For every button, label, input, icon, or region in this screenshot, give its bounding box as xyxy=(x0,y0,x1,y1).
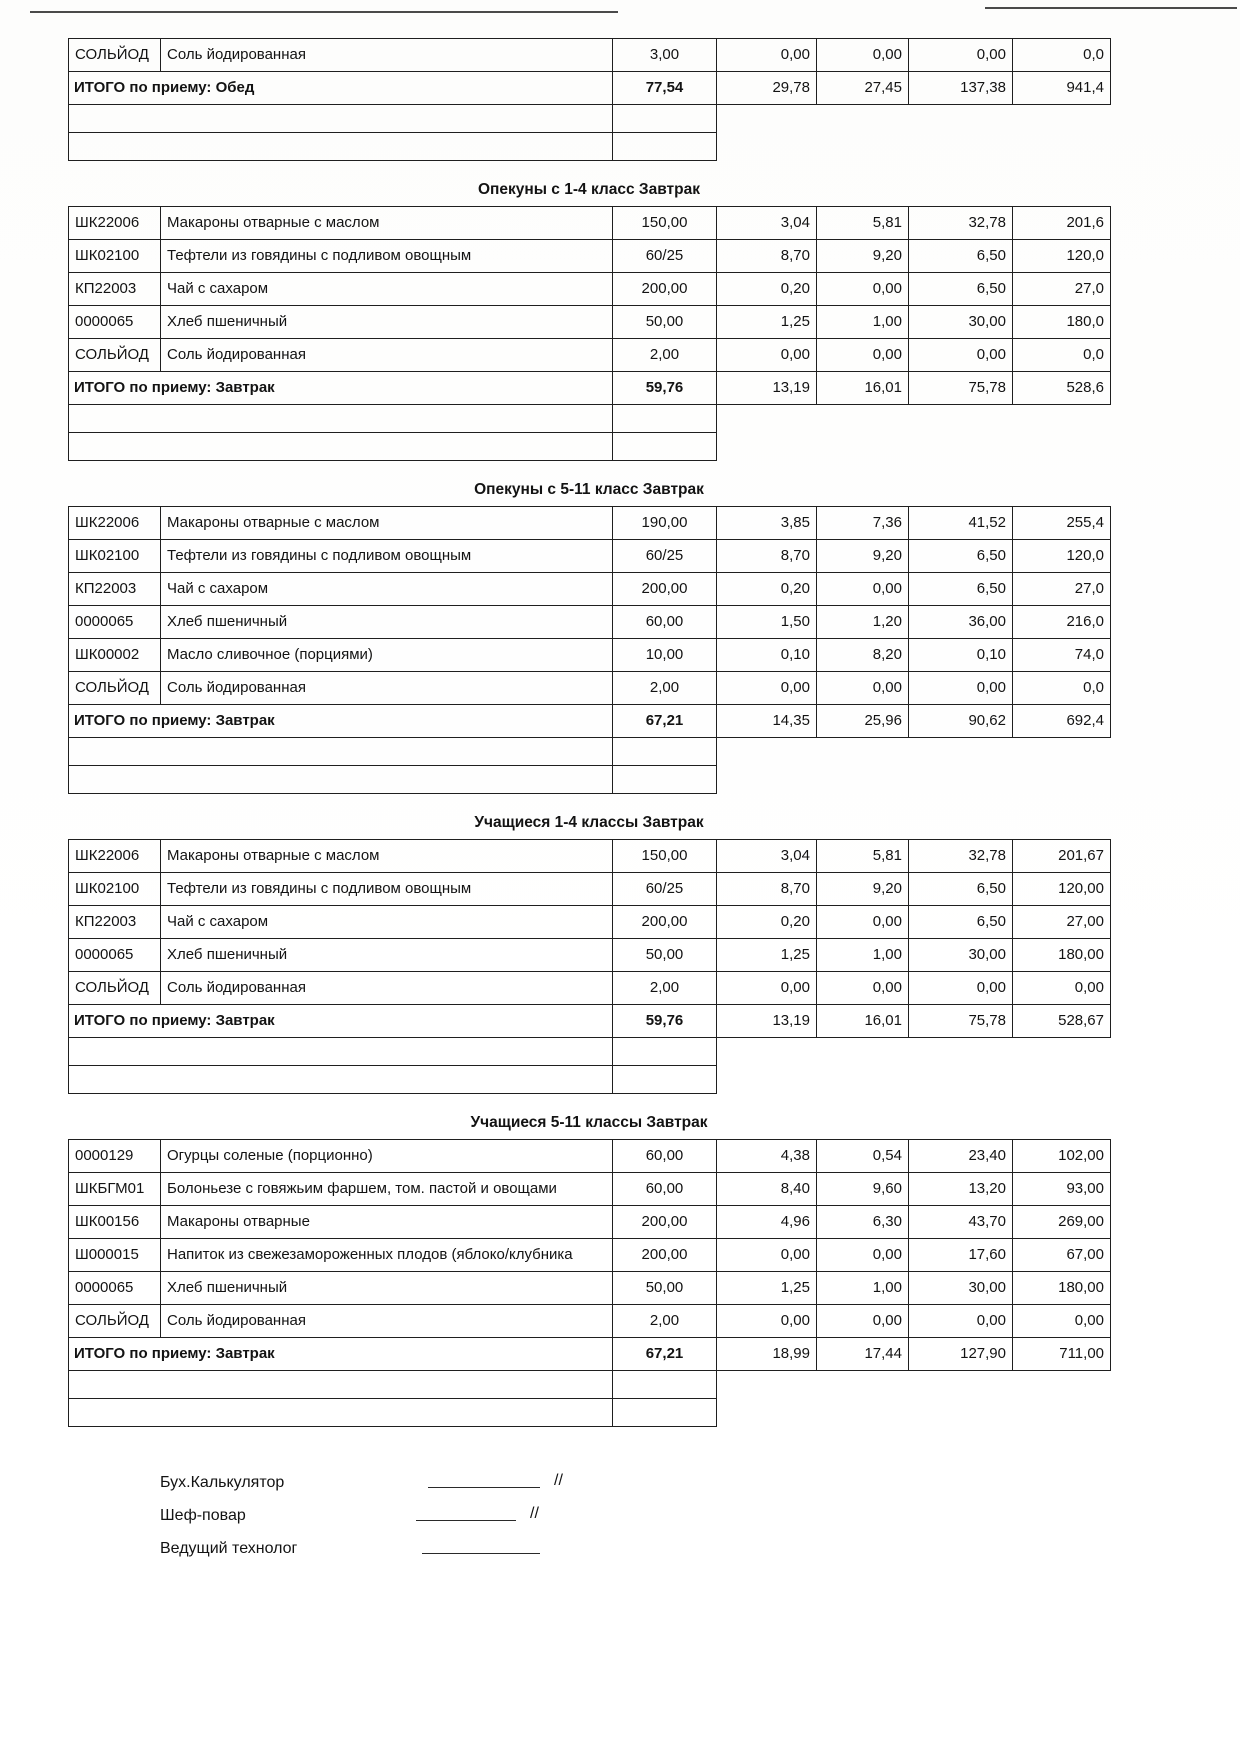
value-cell: 7,36 xyxy=(817,507,909,540)
value-cell: 5,81 xyxy=(817,840,909,873)
total-value-cell: 18,99 xyxy=(717,1338,817,1371)
value-cell: 1,25 xyxy=(717,306,817,339)
value-cell: 1,20 xyxy=(817,606,909,639)
total-quantity-cell: 67,21 xyxy=(613,705,717,738)
empty-quantity-cell xyxy=(613,105,717,133)
table-row xyxy=(69,1173,1111,1206)
table-row xyxy=(69,1206,1111,1239)
empty-name-cell xyxy=(69,433,613,461)
quantity-cell: 150,00 xyxy=(613,840,717,873)
menu-section-table xyxy=(68,38,1111,161)
total-quantity-cell: 59,76 xyxy=(613,372,717,405)
value-cell: 0,00 xyxy=(817,273,909,306)
item-name-cell: Чай с сахаром xyxy=(161,273,613,306)
item-code-cell: Ш000015 xyxy=(69,1239,161,1272)
empty-row xyxy=(69,1066,1111,1094)
value-cell: 0,00 xyxy=(717,1305,817,1338)
total-value-cell: 25,96 xyxy=(817,705,909,738)
item-name-cell: Макароны отварные с маслом xyxy=(161,207,613,240)
value-cell: 9,20 xyxy=(817,540,909,573)
quantity-cell: 60,00 xyxy=(613,1173,717,1206)
total-label-cell: ИТОГО по приему: Завтрак xyxy=(69,705,613,738)
quantity-cell: 200,00 xyxy=(613,573,717,606)
item-name-cell: Хлеб пшеничный xyxy=(161,606,613,639)
item-code-cell: 0000065 xyxy=(69,1272,161,1305)
quantity-cell: 60,00 xyxy=(613,606,717,639)
value-cell: 30,00 xyxy=(909,306,1013,339)
empty-name-cell xyxy=(69,405,613,433)
value-cell: 0,20 xyxy=(717,573,817,606)
value-cell: 0,00 xyxy=(717,1239,817,1272)
item-name-cell: Огурцы соленые (порционно) xyxy=(161,1140,613,1173)
value-cell: 1,25 xyxy=(717,939,817,972)
total-value-cell: 13,19 xyxy=(717,372,817,405)
item-code-cell: 0000065 xyxy=(69,606,161,639)
quantity-cell: 60/25 xyxy=(613,540,717,573)
total-value-cell: 16,01 xyxy=(817,1005,909,1038)
value-cell-clipped: 120,00 xyxy=(1013,873,1111,906)
value-cell: 41,52 xyxy=(909,507,1013,540)
item-code-cell: 0000129 xyxy=(69,1140,161,1173)
value-cell-clipped: 269,00 xyxy=(1013,1206,1111,1239)
item-name-cell: Макароны отварные xyxy=(161,1206,613,1239)
section-title: Опекуны с 1-4 класс Завтрак xyxy=(477,181,700,198)
quantity-cell: 50,00 xyxy=(613,939,717,972)
total-value-cell: 90,62 xyxy=(909,705,1013,738)
value-cell-clipped: 180,0 xyxy=(1013,306,1111,339)
total-quantity-cell: 67,21 xyxy=(613,1338,717,1371)
empty-row xyxy=(69,433,1111,461)
quantity-cell: 2,00 xyxy=(613,972,717,1005)
value-cell: 6,50 xyxy=(909,240,1013,273)
table-row xyxy=(69,273,1111,306)
value-cell: 9,20 xyxy=(817,240,909,273)
value-cell: 36,00 xyxy=(909,606,1013,639)
value-cell: 32,78 xyxy=(909,207,1013,240)
item-name-cell: Хлеб пшеничный xyxy=(161,1272,613,1305)
total-value-cell-clipped: 528,6 xyxy=(1013,372,1111,405)
value-cell: 1,25 xyxy=(717,1272,817,1305)
empty-quantity-cell xyxy=(613,1399,717,1427)
empty-quantity-cell xyxy=(613,766,717,794)
value-cell: 8,20 xyxy=(817,639,909,672)
section-title: Опекуны с 5-11 класс Завтрак xyxy=(474,481,704,498)
value-cell: 0,00 xyxy=(817,1239,909,1272)
value-cell: 30,00 xyxy=(909,939,1013,972)
value-cell: 0,00 xyxy=(717,339,817,372)
item-code-cell: КП22003 xyxy=(69,906,161,939)
table-row xyxy=(69,873,1111,906)
value-cell-clipped: 120,0 xyxy=(1013,240,1111,273)
value-cell: 6,50 xyxy=(909,540,1013,573)
total-label-cell: ИТОГО по приему: Завтрак xyxy=(69,372,613,405)
value-cell: 6,30 xyxy=(817,1206,909,1239)
quantity-cell: 60/25 xyxy=(613,873,717,906)
table-row xyxy=(69,39,1111,72)
value-cell-clipped: 0,0 xyxy=(1013,39,1111,72)
table-row xyxy=(69,339,1111,372)
value-cell: 1,00 xyxy=(817,939,909,972)
item-code-cell: ШК22006 xyxy=(69,207,161,240)
item-code-cell: ШК22006 xyxy=(69,840,161,873)
value-cell: 4,38 xyxy=(717,1140,817,1173)
value-cell: 0,20 xyxy=(717,906,817,939)
value-cell-clipped: 180,00 xyxy=(1013,1272,1111,1305)
signature-label: Ведущий технолог xyxy=(160,1540,298,1557)
quantity-cell: 200,00 xyxy=(613,1206,717,1239)
value-cell: 0,54 xyxy=(817,1140,909,1173)
value-cell: 17,60 xyxy=(909,1239,1013,1272)
total-value-cell: 16,01 xyxy=(817,372,909,405)
signature-line xyxy=(422,1552,540,1554)
section-title: Учащиеся 5-11 классы Завтрак xyxy=(470,1114,708,1131)
table-row xyxy=(69,507,1111,540)
item-code-cell: СОЛЬЙОД xyxy=(69,972,161,1005)
table-row xyxy=(69,972,1111,1005)
value-cell: 0,00 xyxy=(817,906,909,939)
value-cell: 0,00 xyxy=(817,1305,909,1338)
table-row xyxy=(69,639,1111,672)
signature-label: Бух.Калькулятор xyxy=(160,1474,285,1491)
empty-row xyxy=(69,1038,1111,1066)
document-content xyxy=(68,38,1128,1558)
value-cell-clipped: 201,67 xyxy=(1013,840,1111,873)
table-row xyxy=(69,240,1111,273)
value-cell: 0,10 xyxy=(909,639,1013,672)
total-value-cell: 75,78 xyxy=(909,372,1013,405)
total-value-cell: 29,78 xyxy=(717,72,817,105)
quantity-cell: 2,00 xyxy=(613,339,717,372)
table-row xyxy=(69,207,1111,240)
item-code-cell: ШК00002 xyxy=(69,639,161,672)
item-name-cell: Напиток из свежезамороженных плодов (яблоко/клубника xyxy=(161,1239,613,1272)
quantity-cell: 190,00 xyxy=(613,507,717,540)
item-name-cell: Соль йодированная xyxy=(161,339,613,372)
signature-row-technologist xyxy=(160,1525,1128,1558)
value-cell-clipped: 93,00 xyxy=(1013,1173,1111,1206)
empty-row xyxy=(69,766,1111,794)
item-name-cell: Тефтели из говядины с подливом овощным xyxy=(161,240,613,273)
section-title: Учащиеся 1-4 классы Завтрак xyxy=(474,814,704,831)
table-row xyxy=(69,1140,1111,1173)
empty-name-cell xyxy=(69,738,613,766)
value-cell-clipped: 0,00 xyxy=(1013,1305,1111,1338)
value-cell: 30,00 xyxy=(909,1272,1013,1305)
total-label-cell: ИТОГО по приему: Обед xyxy=(69,72,613,105)
quantity-cell: 3,00 xyxy=(613,39,717,72)
value-cell-clipped: 216,0 xyxy=(1013,606,1111,639)
value-cell-clipped: 27,0 xyxy=(1013,273,1111,306)
value-cell: 9,20 xyxy=(817,873,909,906)
total-row xyxy=(69,1338,1111,1371)
item-code-cell: ШК22006 xyxy=(69,507,161,540)
item-name-cell: Чай с сахаром xyxy=(161,573,613,606)
value-cell: 9,60 xyxy=(817,1173,909,1206)
signature-block xyxy=(160,1459,1128,1558)
empty-row xyxy=(69,1371,1111,1399)
total-label-cell: ИТОГО по приему: Завтрак xyxy=(69,1005,613,1038)
value-cell: 0,20 xyxy=(717,273,817,306)
menu-section-table xyxy=(68,206,1111,461)
tables-host xyxy=(68,38,1128,1427)
item-name-cell: Хлеб пшеничный xyxy=(161,306,613,339)
empty-quantity-cell xyxy=(613,1038,717,1066)
value-cell: 1,00 xyxy=(817,1272,909,1305)
total-value-cell: 27,45 xyxy=(817,72,909,105)
value-cell-clipped: 0,00 xyxy=(1013,972,1111,1005)
quantity-cell: 60,00 xyxy=(613,1140,717,1173)
total-quantity-cell: 59,76 xyxy=(613,1005,717,1038)
quantity-cell: 200,00 xyxy=(613,273,717,306)
value-cell: 0,00 xyxy=(717,972,817,1005)
item-code-cell: СОЛЬЙОД xyxy=(69,39,161,72)
total-value-cell: 127,90 xyxy=(909,1338,1013,1371)
empty-quantity-cell xyxy=(613,1371,717,1399)
value-cell-clipped: 27,0 xyxy=(1013,573,1111,606)
table-row xyxy=(69,840,1111,873)
value-cell: 0,00 xyxy=(717,672,817,705)
total-row xyxy=(69,1005,1111,1038)
empty-row xyxy=(69,105,1111,133)
value-cell: 3,04 xyxy=(717,207,817,240)
signature-row-chef xyxy=(160,1492,1128,1525)
total-value-cell-clipped: 711,00 xyxy=(1013,1338,1111,1371)
value-cell: 0,00 xyxy=(817,39,909,72)
signature-line xyxy=(416,1519,516,1521)
total-value-cell-clipped: 528,67 xyxy=(1013,1005,1111,1038)
total-value-cell-clipped: 941,4 xyxy=(1013,72,1111,105)
value-cell-clipped: 201,6 xyxy=(1013,207,1111,240)
value-cell: 0,00 xyxy=(817,573,909,606)
quantity-cell: 150,00 xyxy=(613,207,717,240)
value-cell-clipped: 120,0 xyxy=(1013,540,1111,573)
signature-mark: // xyxy=(554,1472,563,1489)
item-code-cell: ШК02100 xyxy=(69,540,161,573)
total-row xyxy=(69,72,1111,105)
value-cell: 8,70 xyxy=(717,240,817,273)
total-value-cell: 17,44 xyxy=(817,1338,909,1371)
empty-row xyxy=(69,1399,1111,1427)
value-cell-clipped: 180,00 xyxy=(1013,939,1111,972)
signature-label: Шеф-повар xyxy=(160,1507,246,1524)
table-row xyxy=(69,1305,1111,1338)
quantity-cell: 60/25 xyxy=(613,240,717,273)
value-cell: 8,40 xyxy=(717,1173,817,1206)
item-name-cell: Тефтели из говядины с подливом овощным xyxy=(161,540,613,573)
item-code-cell: ШКБГМ01 xyxy=(69,1173,161,1206)
value-cell: 0,00 xyxy=(909,972,1013,1005)
item-code-cell: 0000065 xyxy=(69,939,161,972)
table-row xyxy=(69,306,1111,339)
item-name-cell: Соль йодированная xyxy=(161,1305,613,1338)
total-label-cell: ИТОГО по приему: Завтрак xyxy=(69,1338,613,1371)
value-cell-clipped: 102,00 xyxy=(1013,1140,1111,1173)
item-code-cell: ШК02100 xyxy=(69,873,161,906)
item-name-cell: Масло сливочное (порциями) xyxy=(161,639,613,672)
value-cell-clipped: 67,00 xyxy=(1013,1239,1111,1272)
signature-row-accountant xyxy=(160,1459,1128,1492)
quantity-cell: 50,00 xyxy=(613,1272,717,1305)
empty-row xyxy=(69,738,1111,766)
quantity-cell: 50,00 xyxy=(613,306,717,339)
quantity-cell: 2,00 xyxy=(613,672,717,705)
value-cell: 6,50 xyxy=(909,273,1013,306)
quantity-cell: 200,00 xyxy=(613,906,717,939)
value-cell: 0,00 xyxy=(909,1305,1013,1338)
total-value-cell: 14,35 xyxy=(717,705,817,738)
total-quantity-cell: 77,54 xyxy=(613,72,717,105)
table-row xyxy=(69,1239,1111,1272)
menu-section-table xyxy=(68,1139,1111,1427)
value-cell: 0,00 xyxy=(817,672,909,705)
empty-name-cell xyxy=(69,1038,613,1066)
table-row xyxy=(69,906,1111,939)
total-row xyxy=(69,705,1111,738)
empty-name-cell xyxy=(69,1066,613,1094)
table-row xyxy=(69,672,1111,705)
empty-name-cell xyxy=(69,766,613,794)
empty-name-cell xyxy=(69,1399,613,1427)
quantity-cell: 200,00 xyxy=(613,1239,717,1272)
quantity-cell: 2,00 xyxy=(613,1305,717,1338)
table-row xyxy=(69,540,1111,573)
value-cell: 0,00 xyxy=(909,339,1013,372)
total-value-cell-clipped: 692,4 xyxy=(1013,705,1111,738)
item-code-cell: СОЛЬЙОД xyxy=(69,339,161,372)
item-name-cell: Соль йодированная xyxy=(161,972,613,1005)
item-name-cell: Макароны отварные с маслом xyxy=(161,507,613,540)
value-cell: 13,20 xyxy=(909,1173,1013,1206)
value-cell: 0,00 xyxy=(717,39,817,72)
value-cell-clipped: 0,0 xyxy=(1013,672,1111,705)
item-name-cell: Болоньезе с говяжьим фаршем, том. пастой и овощами xyxy=(161,1173,613,1206)
item-code-cell: ШК00156 xyxy=(69,1206,161,1239)
empty-row xyxy=(69,133,1111,161)
value-cell: 4,96 xyxy=(717,1206,817,1239)
value-cell: 0,10 xyxy=(717,639,817,672)
value-cell-clipped: 27,00 xyxy=(1013,906,1111,939)
quantity-cell: 10,00 xyxy=(613,639,717,672)
empty-quantity-cell xyxy=(613,433,717,461)
item-code-cell: СОЛЬЙОД xyxy=(69,672,161,705)
scan-artifact-line-right xyxy=(985,7,1237,9)
scan-artifact-line-left xyxy=(30,11,618,13)
item-code-cell: 0000065 xyxy=(69,306,161,339)
empty-name-cell xyxy=(69,133,613,161)
empty-name-cell xyxy=(69,105,613,133)
item-name-cell: Чай с сахаром xyxy=(161,906,613,939)
value-cell: 1,50 xyxy=(717,606,817,639)
empty-quantity-cell xyxy=(613,133,717,161)
value-cell: 5,81 xyxy=(817,207,909,240)
value-cell: 23,40 xyxy=(909,1140,1013,1173)
value-cell: 6,50 xyxy=(909,573,1013,606)
table-row xyxy=(69,1272,1111,1305)
value-cell: 3,04 xyxy=(717,840,817,873)
value-cell: 43,70 xyxy=(909,1206,1013,1239)
empty-row xyxy=(69,405,1111,433)
total-row xyxy=(69,372,1111,405)
total-value-cell: 137,38 xyxy=(909,72,1013,105)
value-cell: 0,00 xyxy=(909,672,1013,705)
item-name-cell: Тефтели из говядины с подливом овощным xyxy=(161,873,613,906)
item-code-cell: КП22003 xyxy=(69,573,161,606)
empty-quantity-cell xyxy=(613,738,717,766)
value-cell-clipped: 0,0 xyxy=(1013,339,1111,372)
value-cell: 0,00 xyxy=(817,339,909,372)
value-cell: 6,50 xyxy=(909,906,1013,939)
menu-section-table xyxy=(68,506,1111,794)
value-cell: 32,78 xyxy=(909,840,1013,873)
value-cell: 6,50 xyxy=(909,873,1013,906)
total-value-cell: 13,19 xyxy=(717,1005,817,1038)
item-name-cell: Хлеб пшеничный xyxy=(161,939,613,972)
table-row xyxy=(69,939,1111,972)
total-value-cell: 75,78 xyxy=(909,1005,1013,1038)
table-row xyxy=(69,573,1111,606)
value-cell: 3,85 xyxy=(717,507,817,540)
signature-mark: // xyxy=(530,1505,539,1522)
item-code-cell: ШК02100 xyxy=(69,240,161,273)
menu-section-table xyxy=(68,839,1111,1094)
item-name-cell: Соль йодированная xyxy=(161,672,613,705)
item-code-cell: СОЛЬЙОД xyxy=(69,1305,161,1338)
table-row xyxy=(69,606,1111,639)
empty-quantity-cell xyxy=(613,405,717,433)
empty-quantity-cell xyxy=(613,1066,717,1094)
signature-line xyxy=(428,1486,540,1488)
item-name-cell: Соль йодированная xyxy=(161,39,613,72)
value-cell: 0,00 xyxy=(909,39,1013,72)
value-cell-clipped: 255,4 xyxy=(1013,507,1111,540)
value-cell: 0,00 xyxy=(817,972,909,1005)
value-cell-clipped: 74,0 xyxy=(1013,639,1111,672)
value-cell: 8,70 xyxy=(717,540,817,573)
item-name-cell: Макароны отварные с маслом xyxy=(161,840,613,873)
value-cell: 8,70 xyxy=(717,873,817,906)
value-cell: 1,00 xyxy=(817,306,909,339)
empty-name-cell xyxy=(69,1371,613,1399)
item-code-cell: КП22003 xyxy=(69,273,161,306)
